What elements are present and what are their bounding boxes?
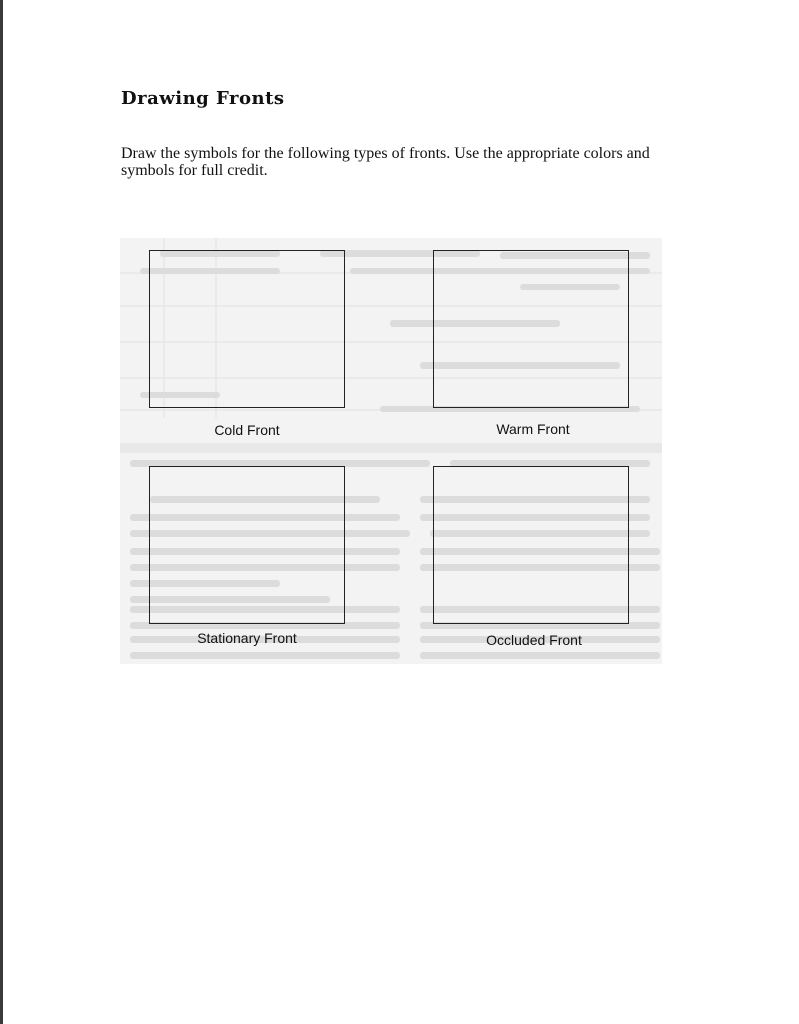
- scanned-worksheet-area: [120, 238, 662, 664]
- page-title: Drawing Fronts: [121, 88, 285, 109]
- viewer-edge: [0, 0, 3, 1024]
- stationary-front-drawing-box[interactable]: [149, 466, 345, 624]
- instructions-text: Draw the symbols for the following types of fronts. Use the appropriate colors and symbols for full credit.: [121, 145, 650, 179]
- warm-front-drawing-box[interactable]: [433, 250, 629, 408]
- occluded-front-drawing-box[interactable]: [433, 466, 629, 624]
- occluded-front-label: Occluded Front: [486, 632, 582, 648]
- warm-front-label: Warm Front: [496, 421, 570, 437]
- cold-front-drawing-box[interactable]: [149, 250, 345, 408]
- cold-front-label: Cold Front: [214, 422, 280, 438]
- stationary-front-label: Stationary Front: [197, 630, 297, 646]
